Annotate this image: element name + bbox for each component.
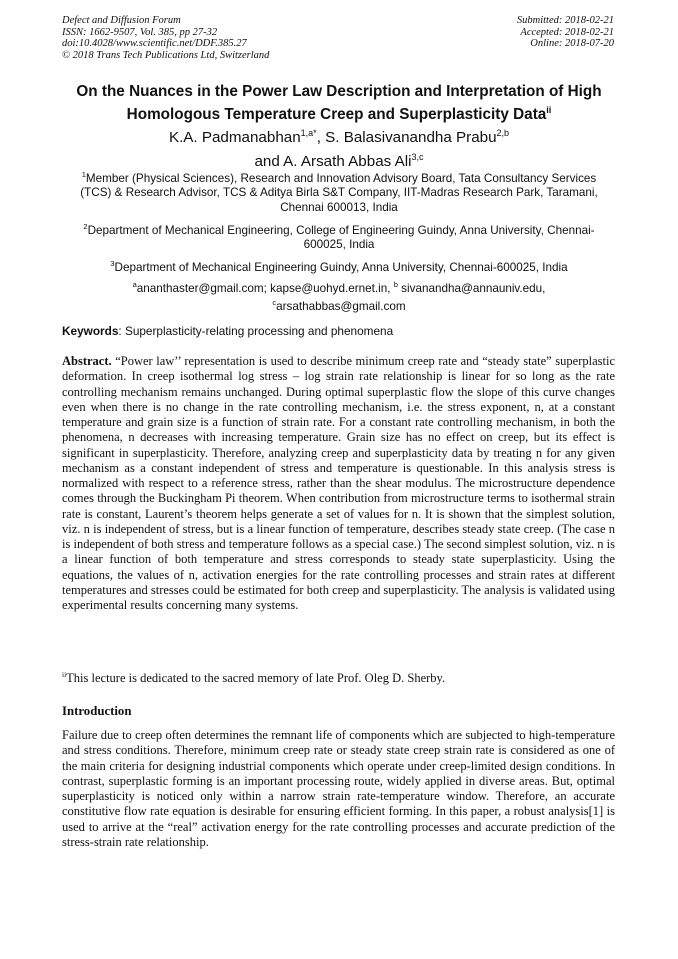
accepted-date: Accepted: 2018-02-21 <box>520 26 614 38</box>
author-emails <box>70 278 608 315</box>
dedication-text: This lecture is dedicated to the sacred memory of late Prof. Oleg D. Sherby. <box>66 671 446 686</box>
affiliation-text: Department of Mechanical Engineering Guindy, Anna University, Chennai-600025, India <box>114 260 568 274</box>
copyright-line: © 2018 Trans Tech Publications Ltd, Switzerland <box>62 49 270 61</box>
email-address[interactable]: arsathabbas@gmail.com <box>276 300 406 314</box>
journal-name: Defect and Diffusion Forum <box>62 15 181 26</box>
journal-info <box>62 15 392 61</box>
author-list <box>40 124 638 171</box>
email-marker: c <box>272 298 277 308</box>
introduction-heading: Introduction <box>62 704 132 718</box>
affiliation-2 <box>70 220 608 253</box>
keywords-label: Keywords <box>62 324 119 338</box>
affiliation-text: Department of Mechanical Engineering, College of Engineering Guindy, Anna University, Chennai-600025, India <box>87 223 595 252</box>
affiliation-3 <box>70 257 608 275</box>
email-address[interactable]: sivanandha@annauniv.edu, <box>401 281 546 295</box>
introduction-paragraph: Failure due to creep often determines the remnant life of components which are subjected to high-temperature and stress conditions. Therefore, minimum creep rate or steady state creep strain rate is considered as one of the main criteria for designing industrial components which operate under creep-limited design conditions. In contrast, superplastic forming is an important processing route, widely applied in diverse areas. But, optimal superplasticity is noticed only within a narrow strain rate-temperature window. Therefore, an accurate constitutive flow rate equation is desirable for ensuring efficient forming. In this paper, a robust analysis[1] is used to arrive at the “real” activation energy for the rate controlling processes and accurate prediction of the stress-strain rate relationship. <box>62 728 615 849</box>
affiliation-number: 2 <box>83 222 88 231</box>
keywords-line <box>62 324 622 339</box>
title-footnote-marker: ii <box>546 105 552 115</box>
dedication-marker: ii <box>62 670 67 679</box>
online-date: Online: 2018-07-20 <box>530 38 614 49</box>
author-affil-marker: 1,a* <box>300 128 317 138</box>
keywords-text: : Superplasticity-relating processing and phenomena <box>118 324 394 338</box>
paper-title <box>40 82 638 124</box>
author-name: K.A. Padmanabhan <box>168 129 301 147</box>
affiliation-1 <box>70 168 608 216</box>
abstract-label: Abstract. <box>62 354 112 368</box>
author-name: and A. Arsath Abbas Ali <box>254 152 412 170</box>
affiliation-text: Member (Physical Sciences), Research and Innovation Advisory Board, Tata Consultancy Services (TCS) & Research Advisor, TCS & Aditya Birla S&T Company, IIT-Madras Research Park, Taramani, Chennai 600013, India <box>80 171 598 215</box>
author-separator: , <box>316 129 326 147</box>
submission-dates <box>374 15 614 50</box>
submitted-date: Submitted: 2018-02-21 <box>516 15 614 26</box>
abstract-text: “Power law’’ representation is used to describe minimum creep rate and “steady state” superplastic deformation. In creep isothermal log stress – log strain rate relationship is linear for so long as the rate controlling mechanism remains unchanged. During optimal superplastic flow the slope of this curve changes even when there is no change in the rate controlling mechanism, i.e. the stress exponent, n, at a constant temperature and grain size is a function of strain rate. For a constant rate controlling mechanism, in both the phenomena, n decreases with increasing temperature. Grain size has no effect on creep, but its effect is significant in superplasticity. Therefore, analyzing creep and superplasticity data by treating n for any given mechanism as a constant independent of stress and temperature is questionable. In this analysis stress is normalized with respect to a reference stress, rather than the shear modulus. The microstructure dependence comes through the Buckingham Pi theorem. When contribution from microstructure terms to isothermal strain rate is constant, Laurent’s theorem helps generate a set of values for n. It is shown that the simplest solution, viz. n is independent of stress, but is a linear function of temperature, describes steady state creep. (The case n is independent of both stress and temperature follows as a special case.) The second simplest solution, viz. n is a linear function of both temperature and stress corresponds to steady state superplasticity. Using the equations, the values of n, activation energies for the rate controlling processes and strain rates at different temperatures and stresses could be estimated for both creep and superplasticity. The analysis is validated using experimental results concerning many systems. <box>62 354 615 612</box>
affiliation-number: 3 <box>110 259 115 268</box>
issn-line: ISSN: 1662-9507, Vol. 385, pp 27-32 <box>62 26 218 38</box>
doi-line: doi:10.4028/www.scientific.net/DDF.385.27 <box>62 38 247 49</box>
dedication-footnote <box>62 667 615 686</box>
email-marker: a <box>132 280 137 289</box>
title-text: On the Nuances in the Power Law Description and Interpretation of High Homologous Temperature Creep and Superplasticity Data <box>76 83 602 124</box>
email-address[interactable]: ananthaster@gmail.com; kapse@uohyd.ernet.in, <box>136 281 394 295</box>
email-marker: b <box>393 280 398 289</box>
author-affil-marker: 3,c <box>411 151 424 162</box>
author-affil-marker: 2,b <box>496 128 510 138</box>
author-name: S. Balasivanandha Prabu <box>325 129 497 147</box>
abstract-paragraph <box>62 354 615 613</box>
affiliation-number: 1 <box>81 170 86 179</box>
